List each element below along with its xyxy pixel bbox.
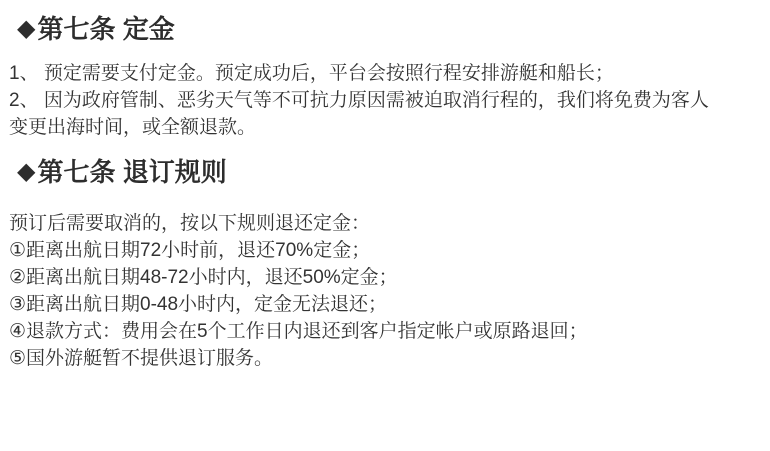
cancellation-rule-2: ②距离出航日期48-72小时内，退还50%定金； [9, 267, 398, 288]
deposit-rule-line-1: 1、 预定需要支付定金。预定成功后，平台会按照行程安排游艇和船长； [9, 63, 614, 84]
diamond-bullet-icon: ◆ [17, 15, 36, 42]
deposit-rule-line-2: 2、 因为政府管制、恶劣天气等不可抗力原因需被迫取消行程的，我们将免费为客人 [9, 90, 709, 111]
section-cancellation-rules [0, 155, 770, 372]
deposit-rule-line-2-continued: 变更出海时间，或全额退款。 [9, 117, 257, 138]
cancellation-rule-4: ④退款方式：费用会在5个工作日内退还到客户指定帐户或原路退回； [9, 321, 588, 342]
cancellation-intro-line: 预订后需要取消的，按以下规则退还定金： [9, 213, 371, 234]
section-cancellation-heading [17, 155, 770, 189]
cancellation-rule-3: ③距离出航日期0-48小时内，定金无法退还； [9, 294, 388, 315]
section-deposit [0, 12, 770, 141]
cancellation-rule-1: ①距离出航日期72小时前，退还70%定金； [9, 240, 371, 261]
section-cancellation-title: 第七条 退订规则 [37, 157, 227, 187]
section-cancellation-body [9, 210, 770, 372]
diamond-bullet-icon: ◆ [17, 158, 36, 185]
section-deposit-heading [17, 12, 770, 46]
section-deposit-title: 第七条 定金 [37, 14, 175, 44]
terms-page [0, 12, 770, 451]
cancellation-rule-5: ⑤国外游艇暂不提供退订服务。 [9, 348, 274, 369]
section-deposit-body [9, 60, 770, 141]
